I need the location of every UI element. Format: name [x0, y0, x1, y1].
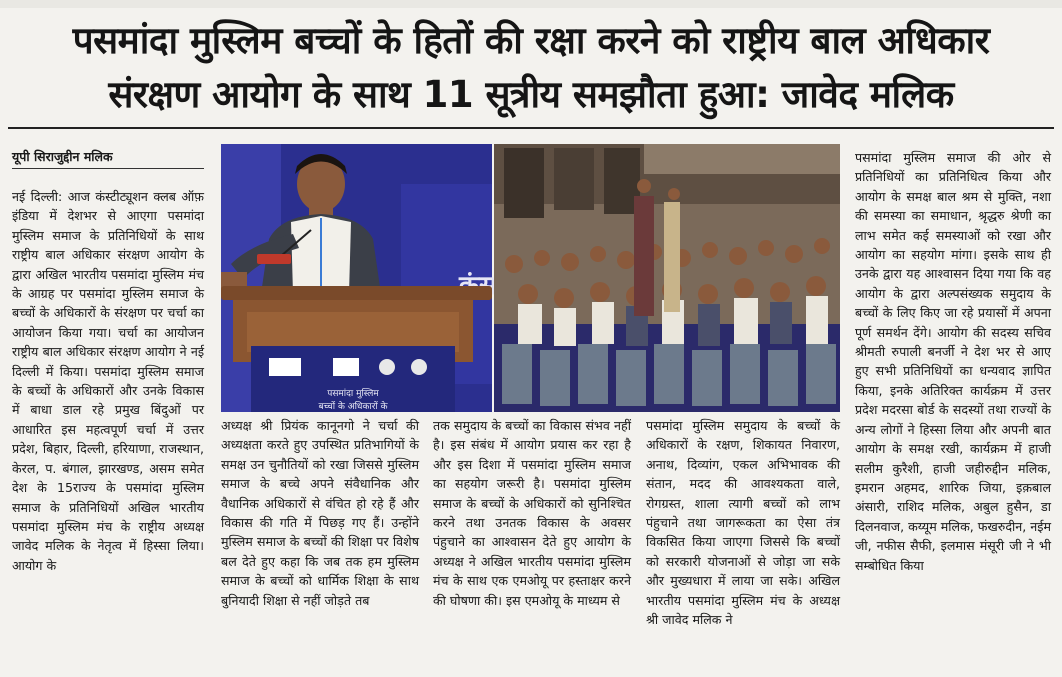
article-column-4: पसमांदा मुस्लिम समुदाय के बच्चों के अधिकारों के रक्षण, शिकायत निवारण, अनाथ, दिव्यांग, एकल अभिभावक की संतान, मदद की आवश्यकता वाले, रोगग्रस्त, शाला त्यागी बच्चों को लाभ पंहुचाने तथा जागरूकता का ऐसा तंत्र विकसित किया जाएगा जिससे कि बच्चों को सरकारी योजनाओं से जोड़ा जा सके और मुख्यधारा में लाया जा सके। अखिल भारतीय पसमांदा मुस्लिम मंच के अध्यक्ष श्री जावेद मलिक ने [646, 418, 840, 628]
article-column-5: पसमांदा मुस्लिम समाज की ओर से प्रतिनिधियों का प्रतिनिधित्व किया और आयोग के समक्ष बाल श्रम से मुक्ति, नशा की समस्या का समाधान, श्रृद्धरु श्रेणी का लाभ समेत कई समस्याओं को रखा और आयोग का सहयोग मांगा। इसके साथ ही उनके द्वारा यह आश्वासन दिया गया कि वह आयोग के द्वारा अल्पसंख्यक समुदाय के बच्चों के लिए किए जा रहे प्रयासों में अपना पूर्ण समर्थन देंगे। आयोग की सदस्य सचिव श्रीमती रुपाली बनर्जी ने देश भर से आए हुए सभी प्रतिनिधियों का धन्यवाद ज्ञापित किया, इनके अतिरिक्त कार्यक्रम में उत्तर प्रदेश मदरसा बोर्ड के सदस्यों तथा राज्यों के अन्य लोगों ने हिस्सा लिया और अपनी बात आयोग के समक्ष रखी, कार्यक्रम में हाजी सलीम कुरैशी, हाजी जहीरुद्दीन मलिक, इमरान अहमद, शारिक जिया, इक़बाल अंसारी, राशिद मलिक, अबुल हुसैन, डा दिलनवाज, कय्यूम मलिक, फखरुदीन, नईम जी, नफीस सैफी, इलमास मंसूरी जी ने भी सम्बोधित किया [855, 150, 1051, 573]
audience-photo [494, 144, 840, 412]
podium-sign-line-2: बच्चों के अधिकारों के [318, 402, 388, 412]
article-column-2: अध्यक्ष श्री प्रियंक कानूनगो ने चर्चा की अध्यक्षता करते हुए उपस्थित प्रतिभागियों के समक्ष उन चुनौतियों को रखा जिससे मुस्लिम समाज के बच्चे अपने संवैधानिक और वैधानिक अधिकारों से वंचित हो रहे हैं और विकास की गति में पिछड़ गए हैं। उन्होंने मुस्लिम समाज के बच्चों की शिक्षा पर विशेष बल देते हुए कहा कि जब तक हम मुस्लिम समाज के बच्चों को धार्मिक शिक्षा के साथ बुनियादी शिक्षा से नहीं जोड़ते तब [221, 418, 419, 608]
article-column-1: नई दिल्ली: आज कंस्टीट्यूशन क्लब ऑफ़ इंडिया में देशभर से आएगा पसमांदा मुस्लिम समाज के प्रतिनिधियों के साथ राष्ट्रीय बाल अधिकार संरक्षण आयोग के द्वारा अखिल भारतीय पसमांदा मुस्लिम मंच के आग्रह पर पसमांदा मुस्लिम समाज के बच्चों के अधिकारों के संरक्षण पर चर्चा का आयोजन किया गया। चर्चा का आयोजन राष्ट्रीय बाल अधिकार संरक्षण आयोग ने नई दिल्ली में किया। पसमांदा मुस्लिम समाज के बच्चों के अधिकारों और उनके विकास में बाधा डाल रहे प्रमुख बिंदुओं पर आधारित इस महत्वपूर्ण चर्चा में उत्तर प्रदेश, बिहार, दिल्ली, हरियाणा, राजस्थान, केरल, प. बंगाल, झारखण्ड, असम समेत देश के 15राज्य के पसमांदा मुस्लिम समाज के प्रतिनिधियों अखिल भारतीय पसमांदा मुस्लिम मंच के राष्ट्रीय अध्यक्ष जावेद मलिक के नेतृत्व में हिस्सा लिया। आयोग के [12, 189, 204, 573]
byline: यूपी सिराजुद्दीन मलिक [12, 149, 113, 164]
headline [0, 14, 1062, 122]
article-column-3: तक समुदाय के बच्चों का विकास संभव नहीं है। इस संबंध में आयोग प्रयास कर रहा है और इस दिशा में पसमांदा मुस्लिम समाज का सहयोग जरूरी है। पसमांदा मुस्लिम समाज के बच्चों के अधिकारों को सुनिश्चित करने तथा उनतक विकास के अवसर पंहुचाने का आश्वासन देते हुए आयोग के अध्यक्ष ने अखिल भारतीय पसमांदा मुस्लिम मंच के साथ एक एमओयू पर हस्ताक्षर करने की घोषणा की। इस एमओयू के माध्यम से [433, 418, 631, 608]
headline-line-2: संरक्षण आयोग के साथ 11 सूत्रीय समझौता हुआ: जावेद मलिक [108, 73, 954, 116]
top-strip [0, 0, 1062, 8]
headline-line-1: पसमांदा मुस्लिम बच्चों के हितों की रक्षा करने को राष्ट्रीय बाल अधिकार [72, 19, 990, 62]
speaker-photo [221, 144, 492, 412]
byline-underline [12, 168, 204, 169]
headline-divider [8, 127, 1054, 129]
podium-sign-line-1: पसमांदा मुस्लिम [327, 389, 379, 399]
